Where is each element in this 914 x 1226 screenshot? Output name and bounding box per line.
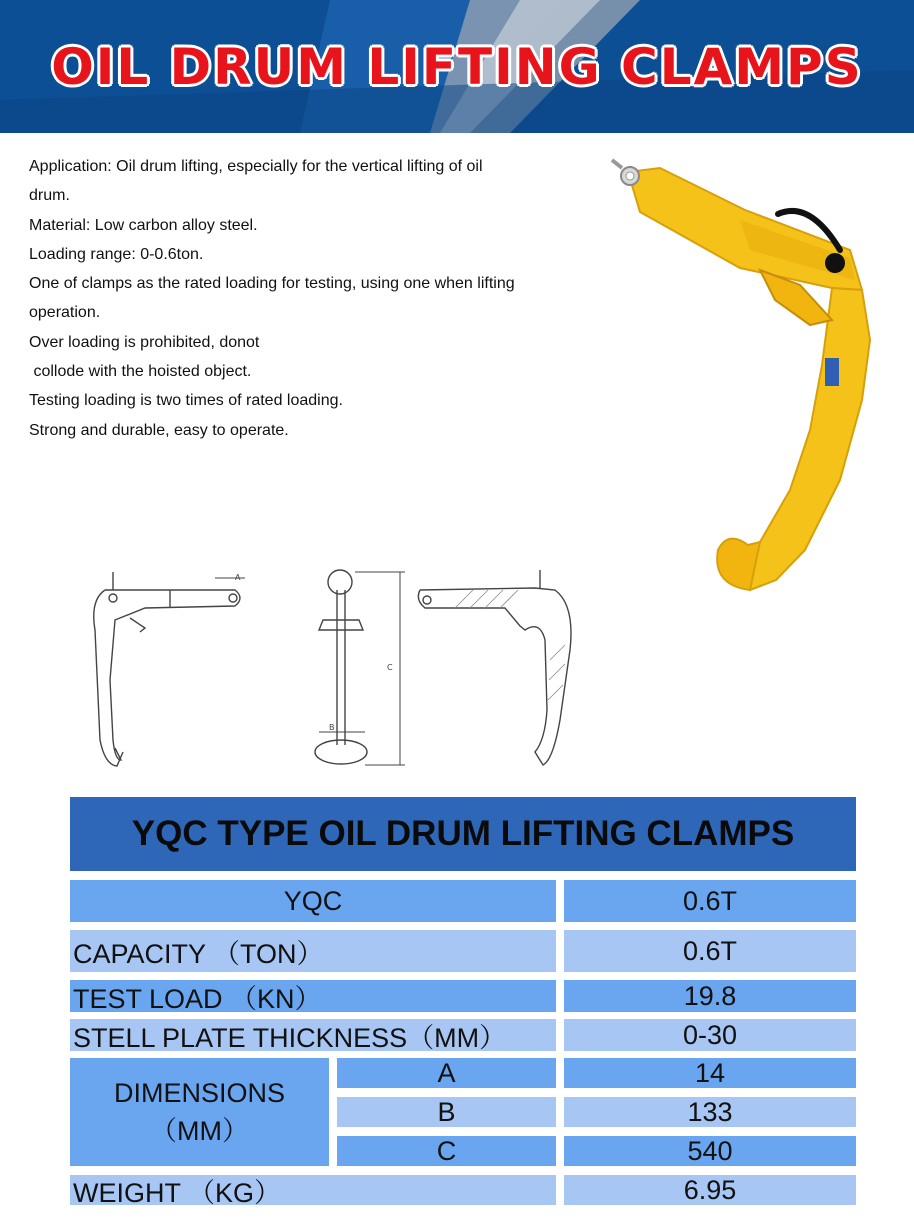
description-line: drum. — [29, 187, 70, 205]
thickness-label-cell: STELL PLATE THICKNESS（MM） — [70, 1019, 556, 1051]
weight-label-cell: WEIGHT （KG） — [70, 1175, 556, 1205]
description-line: Over loading is prohibited, donot — [29, 333, 260, 351]
description-line: One of clamps as the rated loading for testing, using one when lifting — [29, 275, 515, 293]
description-list — [29, 152, 569, 445]
description-line: collode with the hoisted object. — [29, 363, 252, 381]
model-value-cell: 0.6T — [564, 880, 856, 922]
dimension-label-b: B — [329, 723, 335, 732]
test-load-value-cell: 19.8 — [564, 980, 856, 1012]
test-load-label-cell: TEST LOAD （KN） — [70, 980, 556, 1012]
dimensions-label-cell — [70, 1058, 329, 1166]
dim-a-value-cell: 14 — [564, 1058, 856, 1088]
description-line: Loading range: 0-0.6ton. — [29, 245, 204, 263]
thickness-value-cell: 0-30 — [564, 1019, 856, 1051]
description-line: Testing loading is two times of rated loading. — [29, 392, 343, 410]
section-view-drawing — [418, 570, 571, 765]
drum-clamp-photo-icon — [600, 150, 890, 600]
description-line: Application: Oil drum lifting, especially for the vertical lifting of oil — [29, 158, 483, 175]
spec-table-title: YQC TYPE OIL DRUM LIFTING CLAMPS — [70, 797, 856, 871]
technical-drawings — [75, 560, 595, 775]
capacity-value-cell: 0.6T — [564, 930, 856, 972]
dim-c-label-cell: C — [337, 1136, 556, 1166]
description-line: Strong and durable, easy to operate. — [29, 421, 289, 439]
dimensions-label-line: DIMENSIONS — [113, 1078, 286, 1108]
dim-a-label-cell: A — [337, 1058, 556, 1088]
dimension-label-c: C — [387, 663, 393, 672]
weight-value-cell: 6.95 — [564, 1175, 856, 1205]
header-banner — [0, 0, 914, 133]
dim-c-value-cell: 540 — [564, 1136, 856, 1166]
model-label-cell: YQC — [70, 880, 556, 922]
side-view-drawing — [94, 572, 245, 766]
dim-b-value-cell: 133 — [564, 1097, 856, 1127]
capacity-label-cell: CAPACITY （TON） — [70, 930, 556, 972]
description-line: operation. — [29, 304, 101, 322]
dimension-label-a: A — [235, 573, 241, 582]
dim-b-label-cell: B — [337, 1097, 556, 1127]
description-line: Material: Low carbon alloy steel. — [29, 216, 258, 234]
page-title: OIL DRUM LIFTING CLAMPS — [51, 38, 863, 96]
dimensions-unit-line: （MM） — [150, 1116, 249, 1146]
